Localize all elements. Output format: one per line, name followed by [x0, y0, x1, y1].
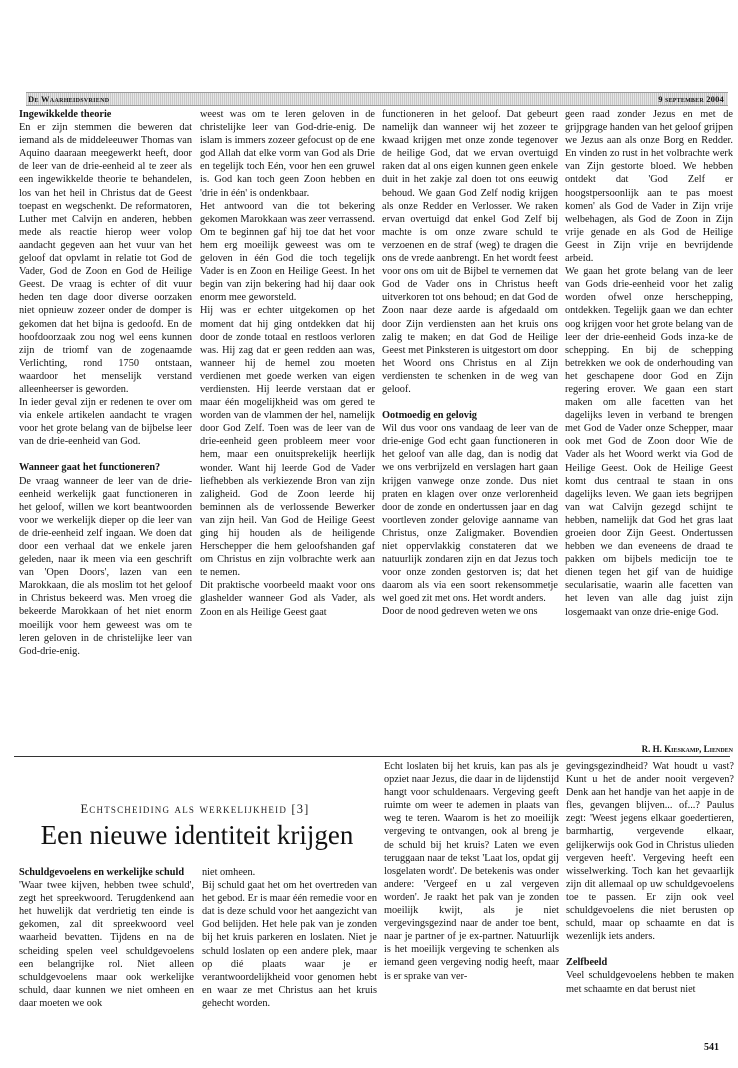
paragraph: Wil dus voor ons vandaag de leer van de drie-enige God echt gaan functioneren in het geloof van alle dag, dan is nodig dat we ons verbrijzeld en verslagen hart gaan krijgen vanwege onze zonde. Dus niet praten en klagen over onze verlorenheid door de zonde en ondertussen jaar en dag voortleven zonder gelovige aanname van Christus, onze Zaligmaker. Bovendien niet oppervlakkig constateren dat we natuurlijk zondaren zijn en dat Jezus toch voor onze zonden gestorven is; dat het daarom als via een soort rekensommetje wel goed zit met ons. Het wordt anders.	[382, 423, 558, 605]
bottom-article-column-3	[384, 760, 559, 983]
section-subheading: Ingewikkelde theorie	[19, 109, 112, 120]
paragraph: Dit praktische voorbeeld maakt voor ons glashelder wanneer God als Vader, als Zoon en als Heilige Geest gaat	[200, 580, 375, 618]
paragraph: Het antwoord van die tot bekering gekomen Marokkaan was zeer verrassend. Om te beginnen gaf hij toe dat het voor hem erg moeilijk geweest was om te geloven in één God die toch tegelijk Vader is en Zoon en Heilige Geest. In het begin van zijn bekering had hij daar ook enorm mee geworsteld.	[200, 200, 375, 304]
paragraph: functioneren in het geloof. Dat gebeurt namelijk dan wanneer wij het zozeer te kwaad krijgen met onze zonde tegenover de heilige God, dat we ervan overtuigd raken dat al ons eigen kunnen geen enkele duit in het zakje zal doen tot ons eeuwig behoud. We gaan God Zelf nodig krijgen als onze Redder en Verlosser. We raken ervan overtuigd dat enkel God Zelf bij machte is om onze zware schuld te verzoenen en de straf (weg) te dragen die ons de vrede aanbrengt. En het wordt feest voor ons om uit de Bijbel te vernemen dat God de Vader ons in Christus heeft uitverkoren tot ons behoud; en dat God de Zoon naar deze aarde is afgedaald om door Zijn verdiensten aan het kruis ons zalig te maken; en dat God de Heilige Geest met Pinksteren is uitgestort om door het Woord ons Christus en al Zijn verdiensten te schenken in de weg van geloof.	[382, 109, 558, 395]
section-subheading: Wanneer gaat het functioneren?	[19, 462, 161, 474]
section-divider	[14, 756, 730, 757]
top-article-column-1	[19, 108, 192, 658]
paragraph: Echt loslaten bij het kruis, kan pas als je opziet naar Jezus, die daar in de lijdenstijd hangt voor schuldenaars. Vergeving geeft ruimte om weer te ademen in plaats van weg te teren. Waarom is het zo moeilijk vergeving te ontvangen, ook al breng je de schuld bij het kruis? Laten we even teruggaan naar de tekst 'Laat los, opdat gij losgelaten wordt'. De betekenis was onder andere: 'Vergeef en u zal vergeven worden'. Je raakt het pak van je zonden moeilijk kwijt, als je niet vergevingsgezind naar de ander toe bent, naar je partner of je ex-partner. Natuurlijk is het moeilijk vergeving te schenken als iemand geen vergeving nodig heeft, maar is er sprake van ver-	[384, 761, 559, 982]
author-signature: R. H. Kieskamp, Lienden	[641, 744, 733, 754]
article-title: Een nieuwe identiteit krijgen	[40, 820, 354, 850]
paragraph: niet omheen.	[202, 867, 256, 878]
paragraph: Door de nood gedreven weten we ons	[382, 606, 538, 618]
series-label: Echtscheiding als werkelijkheid [3]	[80, 802, 310, 816]
bottom-article-column-2	[202, 866, 377, 1010]
paragraph: Veel schuldgevoelens hebben te maken met schaamte en dat berust niet	[566, 970, 734, 995]
page-header-bar	[26, 92, 728, 106]
page-number: 541	[704, 1042, 719, 1053]
publication-name: De Waarheidsvriend	[28, 94, 110, 104]
top-article-column-4	[565, 108, 733, 619]
paragraph-spacer	[19, 448, 192, 461]
paragraph: 'Waar twee kijven, hebben twee schuld', zegt het spreekwoord. Terugdenkend aan het huwelijk dat verdrietig ten einde is gekomen, zal dit spreekwoord veel waarheid bevatten. Tijdens en na de scheiding spelen veel schuldgevoelens een belangrijke rol. Niet alleen schuldgevoelens maar ook werkelijke schuld, daar kunnen we niet omheen en daar moeten we ook	[19, 880, 194, 1009]
paragraph: weest was om te leren geloven in de christelijke leer van God-drie-enig. De islam is immers zozeer gefocust op de ene god Allah dat elke vorm van God als Drie en tegelijk toch Eén, voor hen een gruwel is. God kan toch geen Zoon hebben en 'drie in één' is ondenkbaar.	[200, 109, 375, 199]
paragraph-spacer	[382, 396, 558, 409]
paragraph-spacer	[566, 943, 734, 956]
top-article-column-3	[382, 108, 558, 619]
paragraph: En er zijn stemmen die beweren dat iemand als de middeleeuwer Thomas van Aquino daaraan meegewerkt heeft, door de leer van de drie-eenheid al te zeer als een ingewikkelde theorie te behandelen, los van het heil in Christus dat de Geest toepast en wegschenkt. De reformatoren, Luther met Calvijn en anderen, hebben mede als reactie hierop weer volop aandacht gegeven aan het vuur van het geloof dat opvlamt in relatie tot God de Vader, God de Zoon en God de Heilige Geest. De vraag is echter of dit vuur heden ten dage door diverse oorzaken niet opnieuw zozeer onder de domper is gekomen dat het bijna is gedoofd. En de hoofdoorzaak zou nog wel eens kunnen zijn de triomf van de zogenaamde Verlichting, rond 1750 ontstaan, waardoor het menselijk verstand alleenheerser is geworden.	[19, 122, 192, 395]
issue-date: 9 september 2004	[658, 94, 724, 104]
paragraph: We gaan het grote belang van de leer van Gods drie-eenheid voor het zalig worden ofwel onze herschepping, ontdekken. Tegelijk gaan we dan echter oog krijgen voor het grote belang van de leer der drie-eenheid Gods inza-ke de schepping. En bij de schepping betrekken we ook de onderhouding van het geschapene door God en Zijn regering erover. We gaan een start maken om alle facetten van het dagelijks leven in verband te brengen met God de Vader onze Schepper, maar ook met God de Zoon door Wie de Vader als het Woord werkt via God de Heilige Geest. Ook de Heilige Geest komt dus centraal te staan in ons dagelijks leven. We gaan iets begrijpen van wat Calvijn gezegd schijnt te hebben, namelijk dat God het gras laat groeien door Zijn Geest. Ondertussen hebben we dan eveneens de draad te pakken om bijbels medicijn toe te dienen tegen het gif van de huidige secularisatie, waarin alle facetten van het leven van alle dag juist zijn losgemaakt van onze drie-enige God.	[565, 266, 733, 618]
section-subheading: Ootmoedig en gelovig	[382, 410, 477, 422]
paragraph: De vraag wanneer de leer van de drie-eenheid werkelijk gaat functioneren in het geloof, willen we kort beantwoorden voor we werkelijk dieper op die leer van de drie-eenheid zelf ingaan. We doen dat door een verhaal dat we enkele jaren geleden, naar ik meen via een geschrift van 'Open Doors', lazen van een Marokkaan, die als moslim tot het geloof in Christus bekeerd was. Men vroeg die bekeerde Marokkaan of het niet enorm moeilijk voor hem geweest was om te leren geloven in de christelijke leer van God-drie-enig.	[19, 475, 192, 657]
paragraph: gevingsgezindheid? Wat houdt u vast? Kunt u het de ander nooit vergeven? Denk aan het handje van het aapje in de fles, gevangen blijven... of...? Paulus zegt: 'Weest jegens elkaar goedertieren, barmhartig, vergevende elkaar, gelijkerwijs ook God in Christus uliеden vergeven heeft'. Vergeving heeft een wisselwerking. Toch kan het gevaarlijk zijn dit allemaal op uw schuldgevoelens toe te passen. Er zijn ook veel schuldgevoelens die niet berusten op schuld, maar op schaamte en dat is wezenlijk iets anders.	[566, 761, 734, 943]
top-article-column-2	[200, 108, 375, 619]
author-signature-wrap	[565, 742, 733, 756]
paragraph: In ieder geval zijn er redenen te over om via enkele artikelen aandacht te vragen voor het grote belang van de bijbelse leer van de drie-eenheid van God.	[19, 397, 192, 448]
paragraph: Hij was er echter uitgekomen op het moment dat hij ging ontdekken dat hij door de zonde totaal en restloos verloren was. Hij zag dat er geen redden aan was, wanneer hij de hemel zou moeten verdienen met goede werken van eigen verdiensten. Hij leerde verstaan dat er maar één mogelijkheid was om gered te worden van de vlammen der hel, namelijk door God Zelf. Toen was de leer van de drie-eenheid geen probleem meer voor hem, maar een onuitsprekelijk heerlijk wonder. Want hij leerde God de Vader liefhebben als verkiezende Bron van zijn zaligheid. God de Zoon leerde hij beminnen als de verlossende Bewerker van zijn heil. Van God de Heilige Geest ging hij houden als de heiligende Herschepper die hem geloofshanden gaf om Christus en zijn volbrachte werk aan te nemen.	[200, 305, 375, 579]
bottom-article-column-4	[566, 760, 734, 996]
section-subheading: Schuldgevoelens en werkelijke schuld	[19, 867, 185, 878]
bottom-article-column-1	[19, 866, 194, 1010]
section-subheading: Zelfbeeld	[566, 957, 608, 969]
paragraph: geen raad zonder Jezus en met de grijpgrage handen van het geloof grijpen we Jezus aan als onze Borg en Redder. En vinden zo rust in het volbrachte werk van Zijn gestorte bloed. We hebben ontdekt dat 'God Zelf er hoogstpersoonlijk aan te pas moest komen' als God de Vader in Zijn vrije welbehagen, als God de Zoon in Zijn vrije genade en als God de Heilige Geest in Zijn vrije en bevrijdende arbeid.	[565, 109, 733, 265]
paragraph: Bij schuld gaat het om het overtreden van het gebod. Er is maar één remedie voor en dat is deze schuld voor het aangezicht van God belijden. Het hele pak van je zonden bij het kruis parkeren en loslaten. Niet je schuld loslaten op een andere plek, maar op dié plaats waar je er verantwoordelijkheid voor genomen hebt en waar ze met Christus aan het kruis gehecht worden.	[202, 880, 377, 1009]
